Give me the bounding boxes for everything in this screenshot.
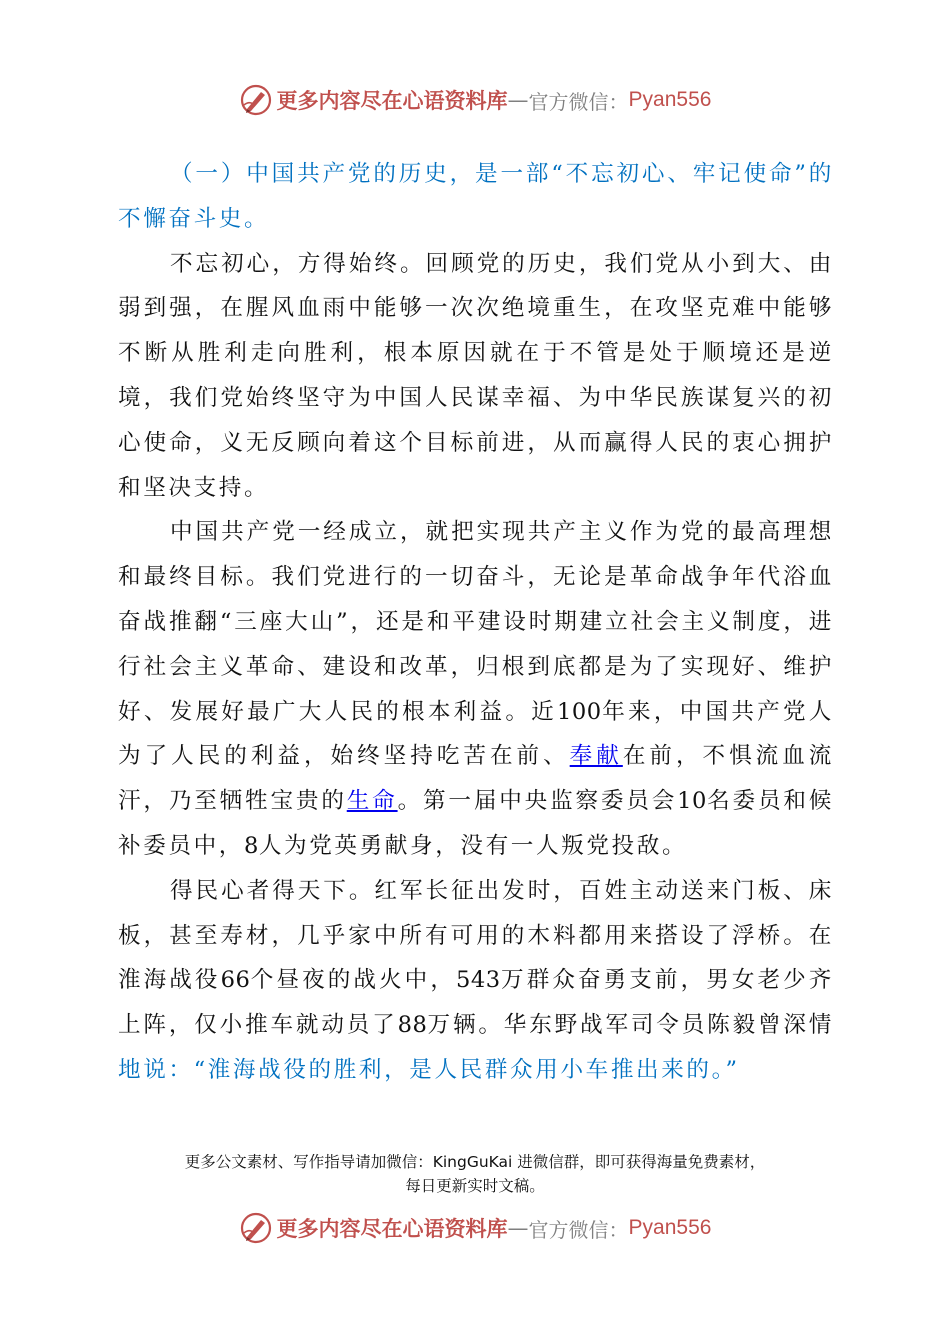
banner-separator: — bbox=[507, 88, 529, 112]
header-banner bbox=[0, 80, 950, 120]
pen-logo-icon bbox=[239, 83, 273, 117]
paragraph-2-text-e: 名委员和候补委员中， bbox=[118, 788, 835, 859]
banner-site-name: 更多内容尽在心语资料库 bbox=[276, 88, 508, 113]
footer-banner bbox=[0, 1208, 950, 1248]
paragraph-3-number-2: 543 bbox=[455, 967, 501, 994]
paragraph-2-text-b: 年来，中国共产党人为了人民的利益，始终坚持吃苦在前、 bbox=[118, 698, 835, 770]
document-body bbox=[118, 152, 834, 1093]
banner-site-name: 更多内容尽在心语资料库 bbox=[276, 1216, 508, 1241]
paragraph-2-number-3: 8 bbox=[243, 832, 259, 859]
paragraph-2-number-2: 10 bbox=[677, 788, 707, 815]
paragraph-3-text-d: 万辆。华东野战军司令员陈毅曾深情 bbox=[427, 1012, 834, 1039]
footer-note-line-2: 每日更新实时文稿。 bbox=[405, 1177, 545, 1195]
paragraph-2-number-1: 100 bbox=[556, 698, 602, 725]
section-heading: （一）中国共产党的历史，是一部“不忘初心、牢记使命”的不懈奋斗史。 bbox=[118, 161, 834, 232]
banner-wechat-id: Pyan556 bbox=[628, 88, 712, 111]
banner-wechat-id: Pyan556 bbox=[628, 1216, 712, 1239]
banner-wechat-label: 官方微信： bbox=[528, 1217, 629, 1242]
paragraph-3-text-b: 个昼夜的战火中， bbox=[250, 967, 456, 994]
paragraph-3-text-c: 万群众奋勇支前，男女老少齐上阵，仅小推车就动员了 bbox=[118, 967, 834, 1039]
pen-logo-icon bbox=[239, 1211, 273, 1245]
paragraph-3-number-1: 66 bbox=[220, 967, 251, 994]
banner-wechat-label: 官方微信： bbox=[528, 89, 629, 114]
paragraph-3-quote: 地说：“淮海战役的胜利，是人民群众用小车推出来的。” bbox=[118, 1056, 740, 1083]
paragraph-2-text-d: 。第一届中央监察委员会 bbox=[397, 788, 678, 815]
footer-note-line-1: 更多公文素材、写作指导请加微信：KingGuKai 进微信群，即可获得海量免费素材， bbox=[184, 1153, 766, 1171]
paragraph-2-text-a: 中国共产党一经成立，就把实现共产主义作为党的最高理想和最终目标。我们党进行的一切奋斗，无论是革命战争年代浴血奋战推翻“三座大山”，还是和平建设时期建立社会主义制度，进行社会主义革命、建设和改革，归根到底都是为了实现好、维护好、发展好最广大人民的根本利益。近 bbox=[118, 519, 834, 725]
banner-separator: — bbox=[507, 1216, 529, 1240]
paragraph-1: 不忘初心，方得始终。回顾党的历史，我们党从小到大、由弱到强，在腥风血雨中能够一次次绝境重生，在攻坚克难中能够不断从胜利走向胜利，根本原因就在于不管是处于顺境还是逆境，我们党始终坚守为中国人民谋幸福、为中华民族谋复兴的初心使命，义无反顾向着这个目标前进，从而赢得人民的衷心拥护和坚决支持。 bbox=[118, 250, 834, 501]
paragraph-3 bbox=[118, 869, 834, 1093]
paragraph-3-number-3: 88 bbox=[397, 1012, 428, 1039]
paragraph-2-text-c: 在前，不惧流血流汗，乃至牺牲宝贵的 bbox=[118, 743, 834, 815]
paragraph-3-text-a: 得民心者得天下。红军长征出发时，百姓主动送来门板、床板，甚至寿材，几乎家中所有可用的木料都用来搭设了浮桥。在淮海战役 bbox=[118, 877, 834, 994]
footer-note bbox=[0, 1150, 950, 1198]
paragraph-2 bbox=[118, 510, 834, 868]
link-shengming[interactable]: 生命 bbox=[346, 788, 398, 815]
paragraph-2-text-f: 人为党英勇献身，没有一人叛党投敌。 bbox=[258, 832, 688, 859]
link-fengxian[interactable]: 奉献 bbox=[569, 743, 623, 770]
